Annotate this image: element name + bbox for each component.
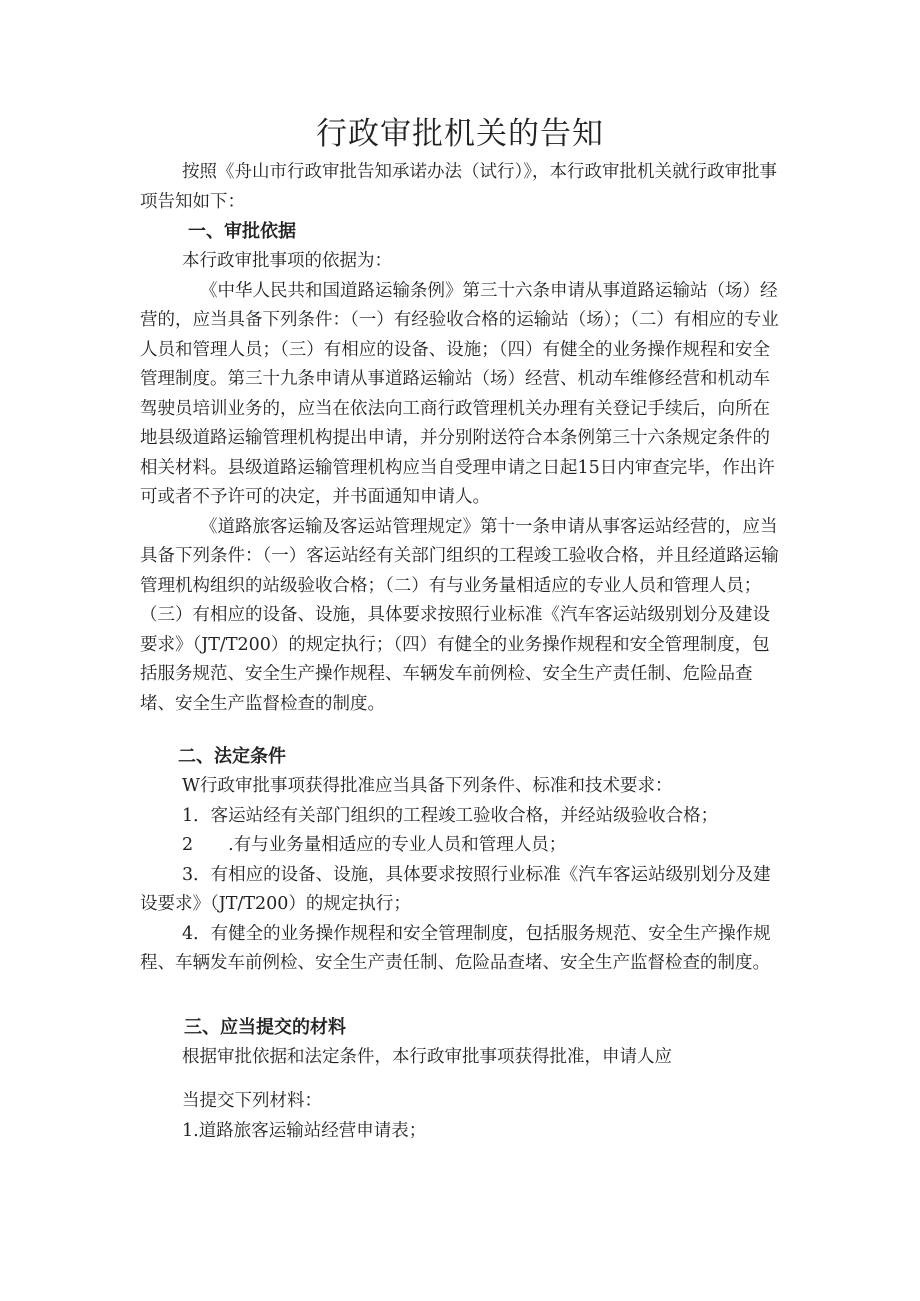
condition-item: 1．客运站经有关部门组织的工程竣工验收合格，并经站级验收合格； [182,805,719,826]
document-title: 行政审批机关的告知 [316,116,604,152]
materials-lead-line2: 当提交下列材料： [182,1091,322,1111]
section-heading-basis: 一、审批依据 [188,221,296,242]
condition-item: 4．有健全的业务操作规程和安全管理制度，包括服务规范、安全生产操作规程、车辆发车前例检、安全生产责任制、危险品查堵、安全生产监督检查的制度。 [140,923,771,973]
spacer [140,1002,785,1013]
section-heading-conditions: 二、法定条件 [178,746,286,767]
section-heading-materials: 三、应当提交的材料 [184,1016,346,1038]
spacer [140,719,785,742]
condition-item: 2 .有与业务量相适应的专业人员和管理人员； [182,835,567,855]
condition-item: 3．有相应的设备、设施，具体要求按照行业标准《汽车客运站级别划分及建设要求》（JT/T200）的规定执行； [140,864,771,914]
spacer [140,979,785,1002]
material-item: 1.道路旅客运输站经营申请表； [182,1120,427,1141]
document-body [140,158,785,1146]
materials-lead-line1: 根据审批依据和法定条件，本行政审批事项获得批准，申请人应 [182,1046,672,1067]
conditions-lead: W行政审批事项获得批准应当具备下列条件、标准和技术要求： [182,776,673,796]
intro-paragraph: 按照《舟山市行政审批告知承诺办法（试行）》，本行政审批机关就行政审批事项告知如下： [140,162,777,212]
spacer [140,1072,785,1087]
basis-lead: 本行政审批事项的依据为： [182,251,392,271]
basis-paragraph-rules: 《道路旅客运输及客运站管理规定》第十一条申请从事客运站经营的，应当具备下列条件：（一）客运站经有关部门组织的工程竣工验收合格，并且经道路运输管理机构组织的站级验收合格；（二）有与业务量相适应的专业人员和管理人员；（三）有相应的设备、设施，具体要求按照行业标准《汽车客运站级别划分及建设要求》（JT/T200）的规定执行；（四）有健全的业务操作规程和安全管理制度，包括服务规范、安全生产操作规程、车辆发车前例检、安全生产责任制、危险品查堵、安全生产监督检查的制度。 [140,516,779,714]
basis-paragraph-regulation: 《中华人民共和国道路运输条例》第三十六条申请从事道路运输站（场）经营的，应当具备下列条件：（一）有经验收合格的运输站（场）；（二）有相应的专业人员和管理人员；（三）有相应的设备、设施；（四）有健全的业务操作规程和安全管理制度。第三十九条申请从事道路运输站（场）经营、机动车维修经营和机动车驾驶员培训业务的，应当在依法向工商行政管理机关办理有关登记手续后，向所在地县级道路运输管理机构提出申请，并分别附送符合本条例第三十六条规定条件的相关材料。县级道路运输管理机构应当自受理申请之日起15日内审查完毕，作出许可或者不予许可的决定，并书面通知申请人。 [140,280,779,507]
